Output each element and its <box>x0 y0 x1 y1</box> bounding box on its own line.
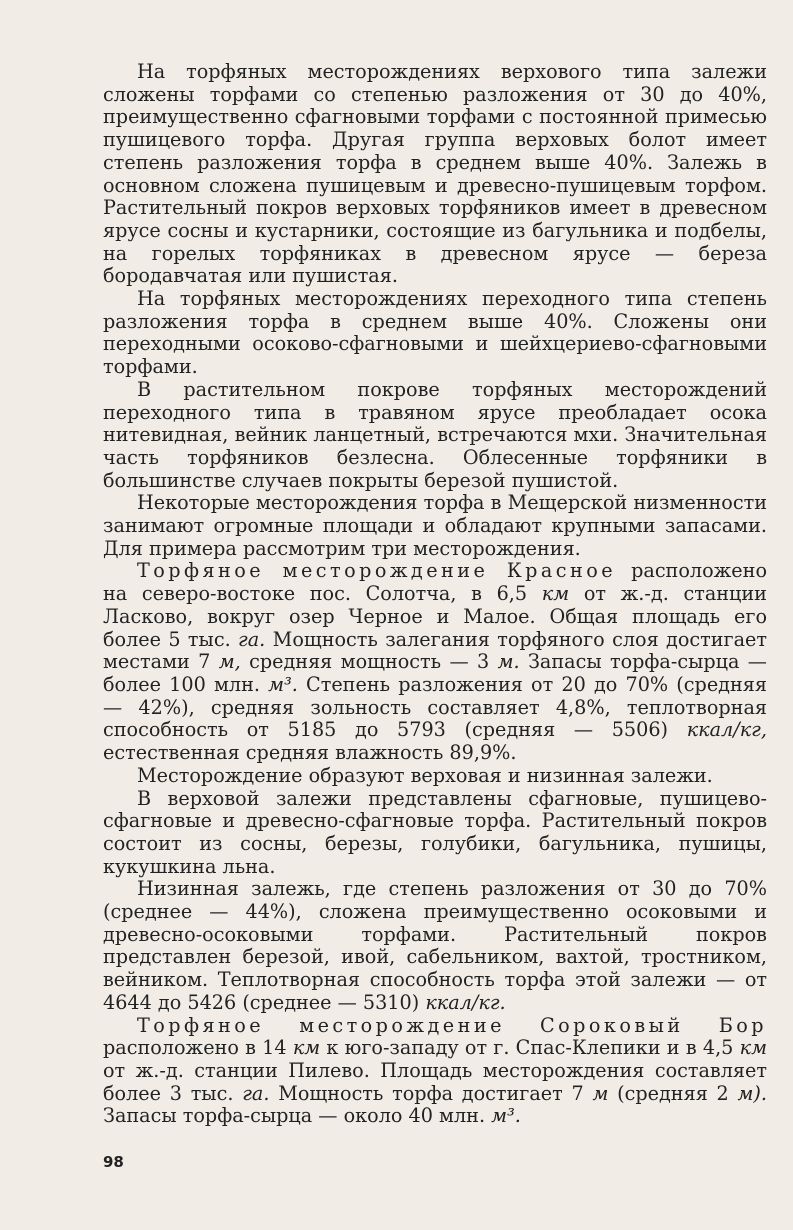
paragraph-transitional-vegetation: В растительном покрове торфяных месторождений переходного типа в травяном ярусе преобладает осока нитевидная, вейник ланцетный, встречаются мхи. Значительная часть торфяников безлесна. Облесенные торфяники в большинстве случаев покрыты березой пушистой. <box>103 377 767 492</box>
deposit-name-krasnoe: Торфяное месторождение Красное <box>137 559 617 583</box>
page-body <box>103 61 767 1128</box>
paragraph-meshchera-intro: Некоторые месторождения торфа в Мещерской низменности занимают огромные площади и обладают крупными запасами. Для примера рассмотрим три месторождения. <box>103 491 767 560</box>
paragraph-krasnoe: Торфяное месторождение Красное расположено на северо-востоке пос. Солотча, в 6,5 км от ж.-д. станции Ласково, вокруг озер Черное и Малое. Общая площадь его более 5 тыс. га. Мощность залегания торфяного слоя достигает местами 7 м, средняя мощность — 3 м. Запасы торфа-сырца — более 100 млн. м³. Степень разложения от 20 до 70% (средняя — 42%), средняя зольность составляет 4,8%, теплотворная способность от 5185 до 5793 (средняя — 5506) ккал/кг, естественная средняя влажность 89,9%. <box>103 559 768 765</box>
paragraph-upland-deposits: На торфяных месторождениях верхового типа залежи сложены торфами со степенью разложения от 30 до 40%, преимущественно сфагновыми торфами с постоянной примесью пушицевого торфа. Другая группа верховых болот имеет степень разложения торфа в среднем выше 40%. Залежь в основном сложена пушицевым и древесно-пушицевым торфом. Растительный покров верховых торфяников имеет в древесном ярусе сосны и кустарники, состоящие из багульника и подбелы, на горелых торфяниках в древесном ярусе — береза бородавчатая или пушистая. <box>103 60 767 288</box>
paragraph-sorokovy-bor: Торфяное месторождение Сороковый Бор расположено в 14 км к юго-западу от г. Спас-Клепики и в 4,5 км от ж.-д. станции Пилево. Площадь месторождения составляет более 3 тыс. га. Мощность торфа достигает 7 м (средняя 2 м). Запасы торфа-сырца — около 40 млн. м³. <box>103 1013 768 1128</box>
paragraph-krasnoe-structure: Месторождение образуют верховая и низинная залежи. <box>137 763 713 787</box>
paragraph-transitional-deposits: На торфяных месторождениях переходного типа степень разложения торфа в среднем выше 40%. Сложены они переходными осоково-сфагновыми и шейхцериево-сфагновыми торфами. <box>103 287 767 379</box>
paragraph-krasnoe-lowland: Низинная залежь, где степень разложения от 30 до 70% (среднее — 44%), сложена преимущественно осоковыми и древесно-осоковыми торфами. Растительный покров представлен березой, ивой, сабельником, вахтой, тростником, вейником. Теплотворная способность торфа этой залежи — от 4644 до 5426 (среднее — 5310) ккал/кг. <box>103 877 767 1014</box>
paragraph-krasnoe-upland: В верховой залежи представлены сфагновые, пушицево-сфагновые и древесно-сфагновые торфа. Растительный покров состоит из сосны, березы, голубики, багульника, пушицы, кукушкина льна. <box>103 786 767 878</box>
deposit-name-sorokovy-bor: Торфяное месторождение Сороковый Бор <box>137 1013 767 1037</box>
page-number: 98 <box>103 1153 124 1171</box>
